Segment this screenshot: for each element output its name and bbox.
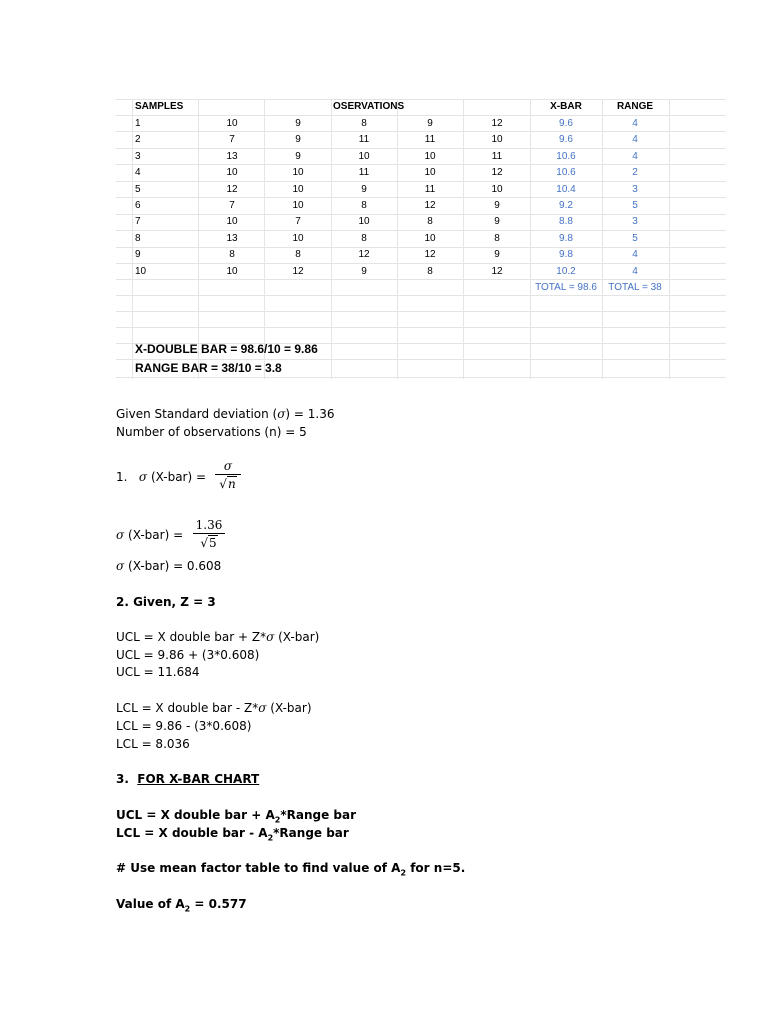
observation-cell: 9 bbox=[361, 183, 367, 195]
sample-number-cell: 2 bbox=[135, 134, 141, 146]
xbar-header: X-BAR bbox=[550, 101, 582, 112]
xbar-cell: 9.8 bbox=[559, 249, 573, 261]
range-cell: 4 bbox=[632, 118, 638, 129]
range-header: RANGE bbox=[616, 101, 654, 112]
step2-given-z: 2. Given, Z = 3 bbox=[116, 595, 216, 609]
observation-cell: 13 bbox=[226, 232, 238, 244]
observation-cell: 11 bbox=[424, 183, 436, 195]
observation-cell: 12 bbox=[358, 249, 370, 261]
observation-cell: 12 bbox=[424, 200, 436, 211]
given-standard-deviation: Given Standard deviation (σ) = 1.36 bbox=[116, 407, 335, 421]
sample-number-cell: 1 bbox=[135, 118, 141, 129]
observation-cell: 10 bbox=[292, 200, 304, 211]
samples-header: SAMPLES bbox=[135, 101, 184, 112]
observation-cell: 10 bbox=[226, 167, 238, 179]
xbar-total: TOTAL = 98.6 bbox=[535, 282, 597, 293]
range-cell: 4 bbox=[632, 134, 638, 146]
range-cell: 3 bbox=[632, 183, 638, 195]
observation-cell: 10 bbox=[292, 232, 304, 244]
sigma-symbol: σ bbox=[116, 559, 125, 573]
observation-cell: 9 bbox=[295, 150, 301, 162]
lcl-result: LCL = 8.036 bbox=[116, 737, 190, 751]
observation-cell: 10 bbox=[358, 150, 370, 162]
observation-cell: 11 bbox=[491, 150, 503, 162]
range-cell: 5 bbox=[632, 200, 638, 211]
sample-number-cell: 4 bbox=[135, 167, 141, 179]
observation-cell: 8 bbox=[427, 216, 433, 228]
sigma-symbol: σ bbox=[138, 470, 148, 484]
xbar-cell: 10.6 bbox=[556, 150, 576, 162]
sample-number-cell: 7 bbox=[135, 216, 141, 228]
sample-number-cell: 6 bbox=[135, 200, 141, 211]
step3-heading: 3. FOR X-BAR CHART bbox=[116, 772, 260, 786]
xbar-cell: 10.4 bbox=[556, 183, 576, 195]
observation-cell: 10 bbox=[424, 167, 436, 179]
range-cell: 5 bbox=[632, 232, 638, 244]
observation-cell: 7 bbox=[295, 216, 301, 228]
observation-cell: 10 bbox=[292, 167, 304, 179]
range-cell: 4 bbox=[632, 150, 638, 162]
observation-cell: 8 bbox=[361, 118, 367, 129]
sd-over-root-five-fraction: 1.36 √5 bbox=[193, 518, 225, 550]
observation-cell: 8 bbox=[427, 265, 433, 277]
observation-cell: 9 bbox=[295, 118, 301, 129]
observation-cell: 10 bbox=[424, 150, 436, 162]
a2-value: Value of $A_2 = 0.577$ bbox=[116, 897, 247, 914]
observation-cell: 11 bbox=[358, 134, 370, 146]
observation-cell: 13 bbox=[226, 150, 238, 162]
observations-header: OSERVATIONS bbox=[333, 101, 405, 112]
step1-line: 1. σ (X-bar) = bbox=[116, 470, 207, 484]
observation-cell: 8 bbox=[361, 232, 367, 244]
xbar-cell: 10.6 bbox=[556, 167, 576, 179]
range-bar-summary: RANGE BAR = 38/10 = 3.8 bbox=[135, 361, 282, 375]
observation-cell: 9 bbox=[295, 134, 301, 146]
observation-cell: 9 bbox=[494, 200, 500, 211]
observation-cell: 11 bbox=[358, 167, 370, 179]
observation-cell: 8 bbox=[494, 232, 500, 244]
xbar-cell: 8.8 bbox=[559, 216, 573, 228]
observation-cell: 10 bbox=[292, 183, 304, 195]
observation-cell: 10 bbox=[491, 134, 503, 146]
observation-cell: 12 bbox=[491, 265, 503, 277]
observation-cell: 8 bbox=[361, 200, 367, 211]
observation-cell: 10 bbox=[226, 216, 238, 228]
ucl-formula: UCL = X double bar + Z*σ (X-bar) bbox=[116, 630, 320, 644]
observation-cell: 11 bbox=[424, 134, 436, 146]
xbar-cell: 9.8 bbox=[559, 232, 573, 244]
sigma-xbar-substitution: σ (X-bar) = bbox=[116, 528, 184, 542]
observation-cell: 8 bbox=[295, 249, 301, 261]
observation-cell: 10 bbox=[226, 265, 238, 277]
number-of-observations: Number of observations (n) = 5 bbox=[116, 425, 307, 439]
observation-cell: 10 bbox=[358, 216, 370, 228]
observation-cell: 9 bbox=[494, 216, 500, 228]
sigma-symbol: σ bbox=[266, 630, 275, 644]
xbar-cell: 10.2 bbox=[556, 265, 576, 277]
observation-cell: 10 bbox=[491, 183, 503, 195]
observation-cell: 7 bbox=[229, 200, 235, 211]
sample-number-cell: 3 bbox=[135, 150, 141, 162]
observation-cell: 9 bbox=[361, 265, 367, 277]
observation-cell: 12 bbox=[292, 265, 304, 277]
sigma-over-root-n-fraction: σ √n bbox=[215, 459, 241, 491]
observation-cell: 12 bbox=[491, 118, 503, 129]
range-cell: 2 bbox=[632, 167, 638, 179]
observation-cell: 9 bbox=[427, 118, 433, 129]
xbar-cell: 9.6 bbox=[559, 118, 573, 129]
observation-cell: 8 bbox=[229, 249, 235, 261]
range-cell: 4 bbox=[632, 249, 638, 261]
observation-cell: 9 bbox=[494, 249, 500, 261]
sample-number-cell: 10 bbox=[135, 265, 147, 277]
xdouble-bar-summary: X-DOUBLE BAR = 98.6/10 = 9.86 bbox=[135, 342, 318, 356]
lcl-calculation: LCL = 9.86 - (3*0.608) bbox=[116, 719, 252, 733]
observation-cell: 10 bbox=[226, 118, 238, 129]
xbar-cell: 9.6 bbox=[559, 134, 573, 146]
sample-number-cell: 9 bbox=[135, 249, 141, 261]
sample-number-cell: 8 bbox=[135, 232, 141, 244]
sigma-symbol: σ bbox=[258, 701, 267, 715]
range-total: TOTAL = 38 bbox=[608, 282, 662, 293]
ucl-xbar-formula: UCL = X double bar + $A_2*Range$ bar bbox=[116, 808, 356, 825]
lcl-formula: LCL = X double bar - Z*σ (X-bar) bbox=[116, 701, 312, 715]
sigma-symbol: σ bbox=[116, 528, 125, 542]
sigma-symbol: σ bbox=[277, 407, 286, 421]
observation-cell: 12 bbox=[226, 183, 238, 195]
observation-cell: 12 bbox=[424, 249, 436, 261]
lcl-xbar-formula: LCL = X double bar - $A_2*Range$ bar bbox=[116, 826, 349, 843]
observation-cell: 10 bbox=[424, 232, 436, 244]
observations-spreadsheet bbox=[116, 99, 726, 379]
sample-number-cell: 5 bbox=[135, 183, 141, 195]
observation-cell: 12 bbox=[491, 167, 503, 179]
range-cell: 3 bbox=[632, 216, 638, 228]
xbar-cell: 9.2 bbox=[559, 200, 573, 211]
range-cell: 4 bbox=[632, 265, 638, 277]
ucl-calculation: UCL = 9.86 + (3*0.608) bbox=[116, 648, 260, 662]
ucl-result: UCL = 11.684 bbox=[116, 665, 200, 679]
observation-cell: 7 bbox=[229, 134, 235, 146]
mean-factor-note: # Use mean factor table to find value of $A_2$ for n=5. bbox=[116, 861, 466, 878]
sigma-xbar-result: σ (X-bar) = 0.608 bbox=[116, 559, 222, 573]
